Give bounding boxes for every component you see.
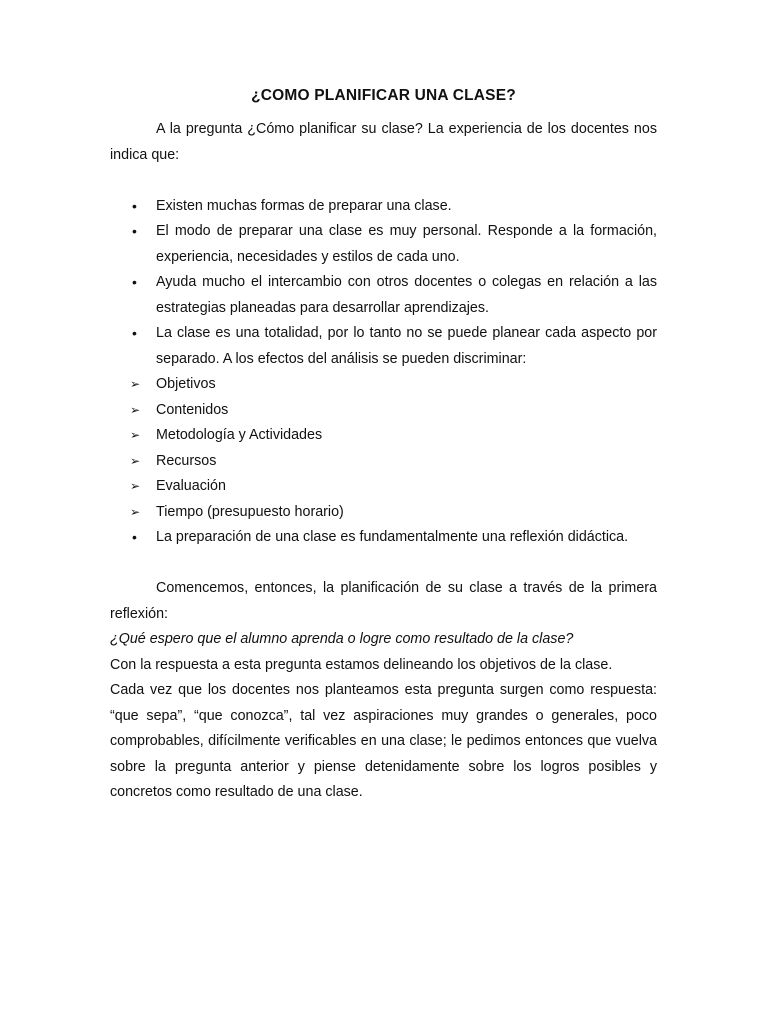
list-item [110, 474, 657, 500]
list-item-text: Tiempo (presupuesto horario) [156, 503, 344, 520]
bullet-icon: • [132, 223, 137, 239]
list-item-text: Existen muchas formas de preparar una clase. [156, 197, 452, 214]
arrow-bullet-icon: ➢ [130, 504, 141, 519]
document-title: ¿COMO PLANIFICAR UNA CLASE? [251, 87, 516, 104]
list-item [110, 398, 657, 424]
list-item-text: Evaluación [156, 478, 226, 494]
list-item [110, 500, 657, 526]
bullet-icon: • [132, 529, 137, 545]
document-page [110, 84, 657, 806]
list-item-text: Objetivos [156, 376, 216, 392]
intro-paragraph: A la pregunta ¿Cómo planificar su clase? La experiencia de los docentes nos indica que: [110, 121, 657, 163]
list-item-text: Ayuda mucho el intercambio con otros docentes o colegas en relación a las estrategias planeadas para desarrollar aprendizajes. [156, 274, 657, 316]
body-paragraph: Con la respuesta a esta pregunta estamos delineando los objetivos de la clase. [110, 656, 613, 673]
spacer [110, 551, 657, 577]
list-item [110, 270, 657, 321]
list-item-text: La preparación de una clase es fundamentalmente una reflexión didáctica. [156, 529, 629, 545]
list-item [110, 219, 657, 270]
body-paragraph: Cada vez que los docentes nos planteamos esta pregunta surgen como respuesta: “que sepa”, “que conozca”, tal vez aspiraciones muy grandes o generales, poco comprobables, difícilmente verificables en una clase; le pedimos entonces que vuelva sobre la pregunta anterior y piense detenidamente sobre los logros posibles y concretos como resultado de una clase. [110, 682, 657, 800]
list-item [110, 194, 657, 220]
body-paragraph: Comencemos, entonces, la planificación de su clase a través de la primera reflexión: [110, 580, 657, 622]
spacer [110, 168, 657, 194]
list-item-text: La clase es una totalidad, por lo tanto no se puede planear cada aspecto por separado. A los efectos del análisis se pueden discriminar: [156, 325, 657, 367]
list-item [110, 423, 657, 449]
question-line: ¿Qué espero que el alumno aprenda o logre como resultado de la clase? [110, 631, 574, 647]
list-item-text: El modo de preparar una clase es muy personal. Responde a la formación, experiencia, necesidades y estilos de cada uno. [156, 223, 657, 265]
list-item-text: Contenidos [156, 401, 229, 418]
list-item [110, 525, 657, 551]
bullet-icon: • [132, 274, 137, 290]
list-item [110, 321, 657, 372]
bullet-icon: • [132, 325, 137, 341]
list-item [110, 372, 657, 398]
list-item [110, 449, 657, 475]
item-list [110, 194, 657, 551]
list-item-text: Recursos [156, 452, 217, 469]
list-item-text: Metodología y Actividades [156, 427, 323, 443]
arrow-bullet-icon: ➢ [130, 428, 141, 442]
arrow-bullet-icon: ➢ [130, 479, 141, 493]
arrow-bullet-icon: ➢ [130, 453, 141, 468]
arrow-bullet-icon: ➢ [130, 402, 141, 417]
arrow-bullet-icon: ➢ [130, 377, 141, 391]
bullet-icon: • [132, 197, 137, 214]
